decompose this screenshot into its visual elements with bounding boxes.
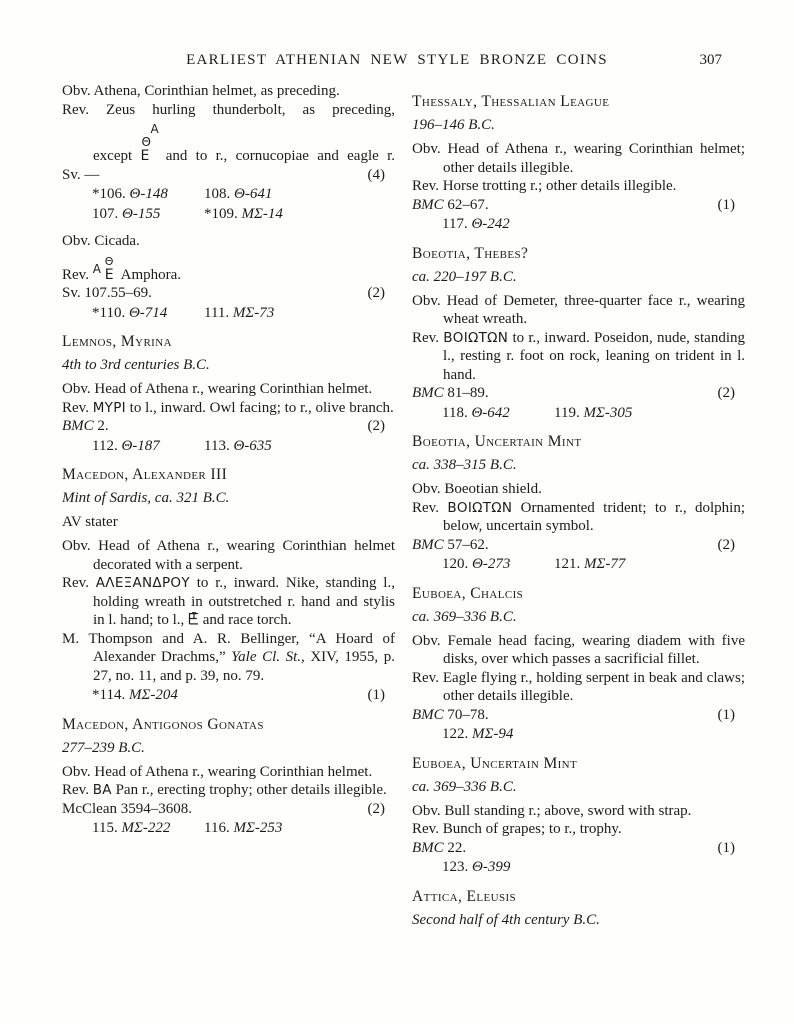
catalog-item [92,686,204,705]
catalog-number: 117. [442,216,468,232]
reference-line [412,384,745,403]
reference-text [62,800,192,819]
text-run: 22. [443,839,467,856]
catalog-row [412,858,745,877]
letter-stack-monogram [93,251,118,282]
date-line: ca. 369–336 B.C. [412,778,517,795]
greek-inscription: BA [92,782,112,798]
reference-text [412,839,466,858]
specimen-count: (1) [717,196,735,213]
text-run: to r., inward. Nike, standing l., holding wreath in outstretched r. hand and stylis in l. hand; to l., [93,575,395,628]
catalog-item [204,304,316,323]
reverse-description [412,669,745,706]
catalog-entry [62,715,395,838]
text-run: Obv. Boeotian shield. [412,481,542,497]
obverse-description [62,82,395,101]
text-run: Obv. Cicada. [62,233,140,249]
italic-text: BMC [412,706,444,723]
specimen-count: (2) [367,800,385,817]
section-heading: Macedon, Antigonos Gonatas [62,715,264,733]
reverse-description [412,499,745,536]
catalog-row [412,215,745,234]
obverse-description [62,537,395,574]
reference-line [62,800,395,819]
catalog-code: Θ-273 [472,556,511,572]
text-run: 70–78. [443,706,489,723]
catalog-entry [412,244,745,423]
reference-line [412,706,745,725]
reverse-description [62,574,395,630]
catalog-row [412,555,745,574]
catalog-item [92,819,204,838]
catalog-entry [412,887,745,930]
catalog-entry [62,465,395,705]
text-run: to r., inward. Poseidon, nude, standing l., resting r. foot on rock, leaning on trident in l. hand. [443,329,745,383]
catalog-row [62,304,395,323]
text-run: Ornamented trident; to r., dolphin; below, uncertain symbol. [443,499,745,534]
catalog-row [412,725,745,744]
text-run: Obv. Head of Athena r., wearing Corinthian helmet. [62,763,373,780]
reverse-description [62,399,395,418]
catalog-item [442,725,554,744]
reverse-description [62,781,395,800]
specimen-count: (2) [717,536,735,553]
obverse-description [412,632,745,669]
catalog-entry [412,92,745,234]
stack-letter: Θ [141,135,151,149]
catalog-item [442,404,554,423]
reference-line [62,284,395,303]
catalog-number: 120. [442,556,469,572]
catalog-code: MΣ-204 [128,687,178,703]
stack-letter: Θ [104,254,114,268]
text-run: Obv. Head of Athena r., wearing Corinthian helmet. [62,381,373,397]
section-heading: Macedon, Alexander III [62,466,228,483]
catalog-row [62,437,395,456]
obverse-description [412,140,745,177]
reference-line [412,839,745,858]
reference-text [412,196,489,215]
text-run: 57–62. [443,536,489,553]
catalog-number: 121. [554,556,581,572]
catalog-number: 108. [204,186,231,202]
catalog-code: MΣ-94 [472,726,514,742]
catalog-number: 113. [204,437,230,454]
reference-text [412,384,489,403]
reverse-description [62,101,395,166]
section-heading: Lemnos, Myrina [62,333,172,350]
specimen-count: (1) [717,706,735,723]
section-heading: Thessaly, Thessalian League [412,93,610,110]
page-number: 307 [699,52,722,68]
text-run: Obv. Female head facing, wearing diadem with five disks, over which passes a sacrificial fillet. [412,632,745,667]
catalog-code: Θ-187 [121,437,160,454]
text-run: Obv. Head of Athena r., wearing Corinthian helmet; other details illegible. [412,141,745,176]
reverse-description [412,820,745,839]
catalog-number: *114. [92,687,126,703]
catalog-item [442,858,554,877]
catalog-code: MΣ-14 [241,205,283,222]
text-run: except [93,148,141,164]
text-run: Rev. [412,499,448,516]
obverse-description [412,480,745,499]
catalog-item [92,185,204,204]
greek-inscription: ΒΟΙΩΤΩΝ [447,499,513,516]
catalog-item [204,437,316,456]
reference-text [62,417,109,436]
left-column [62,82,395,939]
catalog-item [554,555,666,574]
catalog-item [442,555,554,574]
text-run: 81–89. [443,385,489,401]
text-run: Obv. Head of Demeter, three-quarter face r., wearing wheat wreath. [412,292,745,327]
catalog-item [204,819,316,838]
text-run: Rev. Eagle flying r., holding serpent in beak and claws; other details illegible. [412,669,745,704]
text-run: 2. [93,418,109,434]
text-run: to l., inward. Owl facing; to r., olive branch. [125,399,394,416]
reverse-description [412,177,745,196]
reference-line [412,536,745,555]
catalog-entry [62,332,395,455]
obverse-description [62,380,395,399]
reverse-description [62,251,395,285]
catalog-item [442,215,554,234]
section-heading: Euboea, Chalcis [412,584,524,602]
specimen-count: (1) [367,687,385,703]
catalog-code: Θ-148 [129,186,168,202]
date-line: ca. 338–315 B.C. [412,457,517,473]
italic-text: BMC [412,839,444,856]
catalog-number: *110. [92,304,126,321]
section-heading: Euboea, Uncertain Mint [412,754,578,772]
catalog-number: 111. [204,304,230,321]
text-run: Rev. [62,399,93,416]
italic-text: BMC [412,536,444,553]
text-run: Obv. Head of Athena r., wearing Corinthian helmet decorated with a serpent. [62,538,395,573]
catalog-number: 122. [442,726,469,742]
catalog-code: Θ-155 [122,205,161,222]
stack-letter: E [140,148,150,164]
text-run: Obv. Athena, Corinthian helmet, as preceding. [62,83,340,99]
catalog-row [62,185,395,204]
catalog-item [92,437,204,456]
text-run: Rev. Zeus hurling thunderbolt, as preceding, [62,101,395,118]
catalog-code: MΣ-77 [584,556,626,572]
specimen-count: (2) [367,285,385,301]
denomination-line: AV stater [62,514,118,530]
letter-stack-monogram [140,119,157,163]
catalog-number: 115. [92,820,118,836]
text-run: Sv. — [62,166,100,183]
specimen-count: (1) [717,839,735,856]
text-run: and race torch. [199,612,292,628]
specimen-count: (2) [717,385,735,401]
obverse-description [412,292,745,329]
reference-text [62,284,152,303]
obverse-description [62,232,395,251]
page-header [0,52,794,74]
catalog-code: Θ-242 [471,216,510,232]
text-run: Rev. Bunch of grapes; to r., trophy. [412,821,622,837]
catalog-number: 116. [204,820,230,836]
reference-line [412,196,745,215]
text-run: Rev. [62,266,93,283]
stack-letter: A [92,261,101,276]
catalog-code: Θ-642 [471,404,510,421]
section-heading: Boeotia, Uncertain Mint [412,433,582,450]
catalog-code: MΣ-305 [583,404,633,421]
catalog-entry [62,232,395,322]
stack-letter: E [104,266,114,283]
italic-text: BMC [412,385,444,401]
text-run: Rev. [62,782,93,798]
date-line: 277–239 B.C. [62,739,145,756]
reference-line [62,417,395,436]
greek-inscription: ΜΥΡΙ [92,399,126,416]
text-run: M. Thompson and A. R. Bellinger, “A Hoard of Alexander Drachms,” [62,630,395,665]
catalog-item [204,205,316,224]
catalog-code: MΣ-73 [232,304,275,321]
catalog-item [554,404,666,423]
text-run: Rev. [62,575,96,591]
catalog-item [204,185,316,204]
date-line: ca. 220–197 B.C. [412,268,517,285]
section-heading: Boeotia, Thebes? [412,244,529,262]
greek-inscription: ΑΛΕΞΑΝΔΡΟΥ [95,575,190,591]
catalog-number: 123. [442,859,469,875]
catalog-entry [412,584,745,744]
text-run: Obv. Bull standing r.; above, sword with strap. [412,802,692,819]
reference-line [62,166,395,185]
italic-text: Yale Cl. St. [231,649,302,665]
greek-inscription: ΒΟΙΩΤΩΝ [443,329,509,346]
catalog-item [92,205,204,224]
section-heading: Attica, Eleusis [412,887,517,905]
running-head: EARLIEST ATHENIAN NEW STYLE BRONZE COINS [186,52,608,68]
text-run: Pan r., erecting trophy; other details illegible. [111,782,387,798]
obverse-description [62,763,395,782]
date-line: Second half of 4th century B.C. [412,911,600,928]
text-run: and to r., cornucopiae and eagle r. [157,148,395,164]
catalog-row [412,404,745,423]
catalog-code: Θ-641 [234,186,273,202]
citation [62,630,395,686]
catalog-number: 118. [442,404,468,421]
specimen-count: (4) [367,166,385,183]
reverse-description [412,329,745,385]
catalog-row [62,686,395,705]
text-run: Rev. [412,329,444,346]
catalog-code: MΣ-222 [121,820,171,836]
catalog-entry [412,432,745,574]
catalog-number: *109. [204,205,238,222]
catalog-entry [62,82,395,223]
date-line: 196–146 B.C. [412,117,495,133]
catalog-entry [412,754,745,877]
specimen-count: (2) [367,418,385,434]
text-run: Sv. 107.55–69. [62,285,152,301]
catalog-row [62,205,395,224]
catalog-code: Θ-399 [472,859,511,875]
right-column [412,82,745,939]
italic-text: BMC [412,196,444,213]
reference-text [412,706,489,725]
catalog-row [62,819,395,838]
text-run: Amphora. [117,266,182,283]
catalog-code: Θ-635 [233,437,272,454]
date-line: Mint of Sardis, ca. 321 B.C. [62,490,230,506]
catalog-code: MΣ-253 [233,820,283,836]
catalog-number: *106. [92,186,126,202]
text-run: Rev. Horse trotting r.; other details illegible. [412,178,677,194]
obverse-description [412,802,745,821]
text-run: , XIV, 1955, p. 27, no. 11, and p. 39, no. 79. [93,649,395,684]
text-run: McClean 3594–3608. [62,800,192,817]
te-monogram-icon [188,612,199,625]
date-line: 4th to 3rd centuries B.C. [62,357,210,373]
catalog-number: 112. [92,437,118,454]
stack-letter: A [150,122,159,136]
catalog-item [92,304,204,323]
reference-text [412,536,489,555]
catalog-number: 107. [92,205,119,222]
date-line: ca. 369–336 B.C. [412,608,517,625]
two-column-text [62,82,745,939]
reference-text [62,166,99,185]
text-run: 62–67. [443,196,489,213]
catalog-code: Θ-714 [128,304,168,321]
catalog-number: 119. [554,404,580,421]
italic-text: BMC [62,418,94,434]
